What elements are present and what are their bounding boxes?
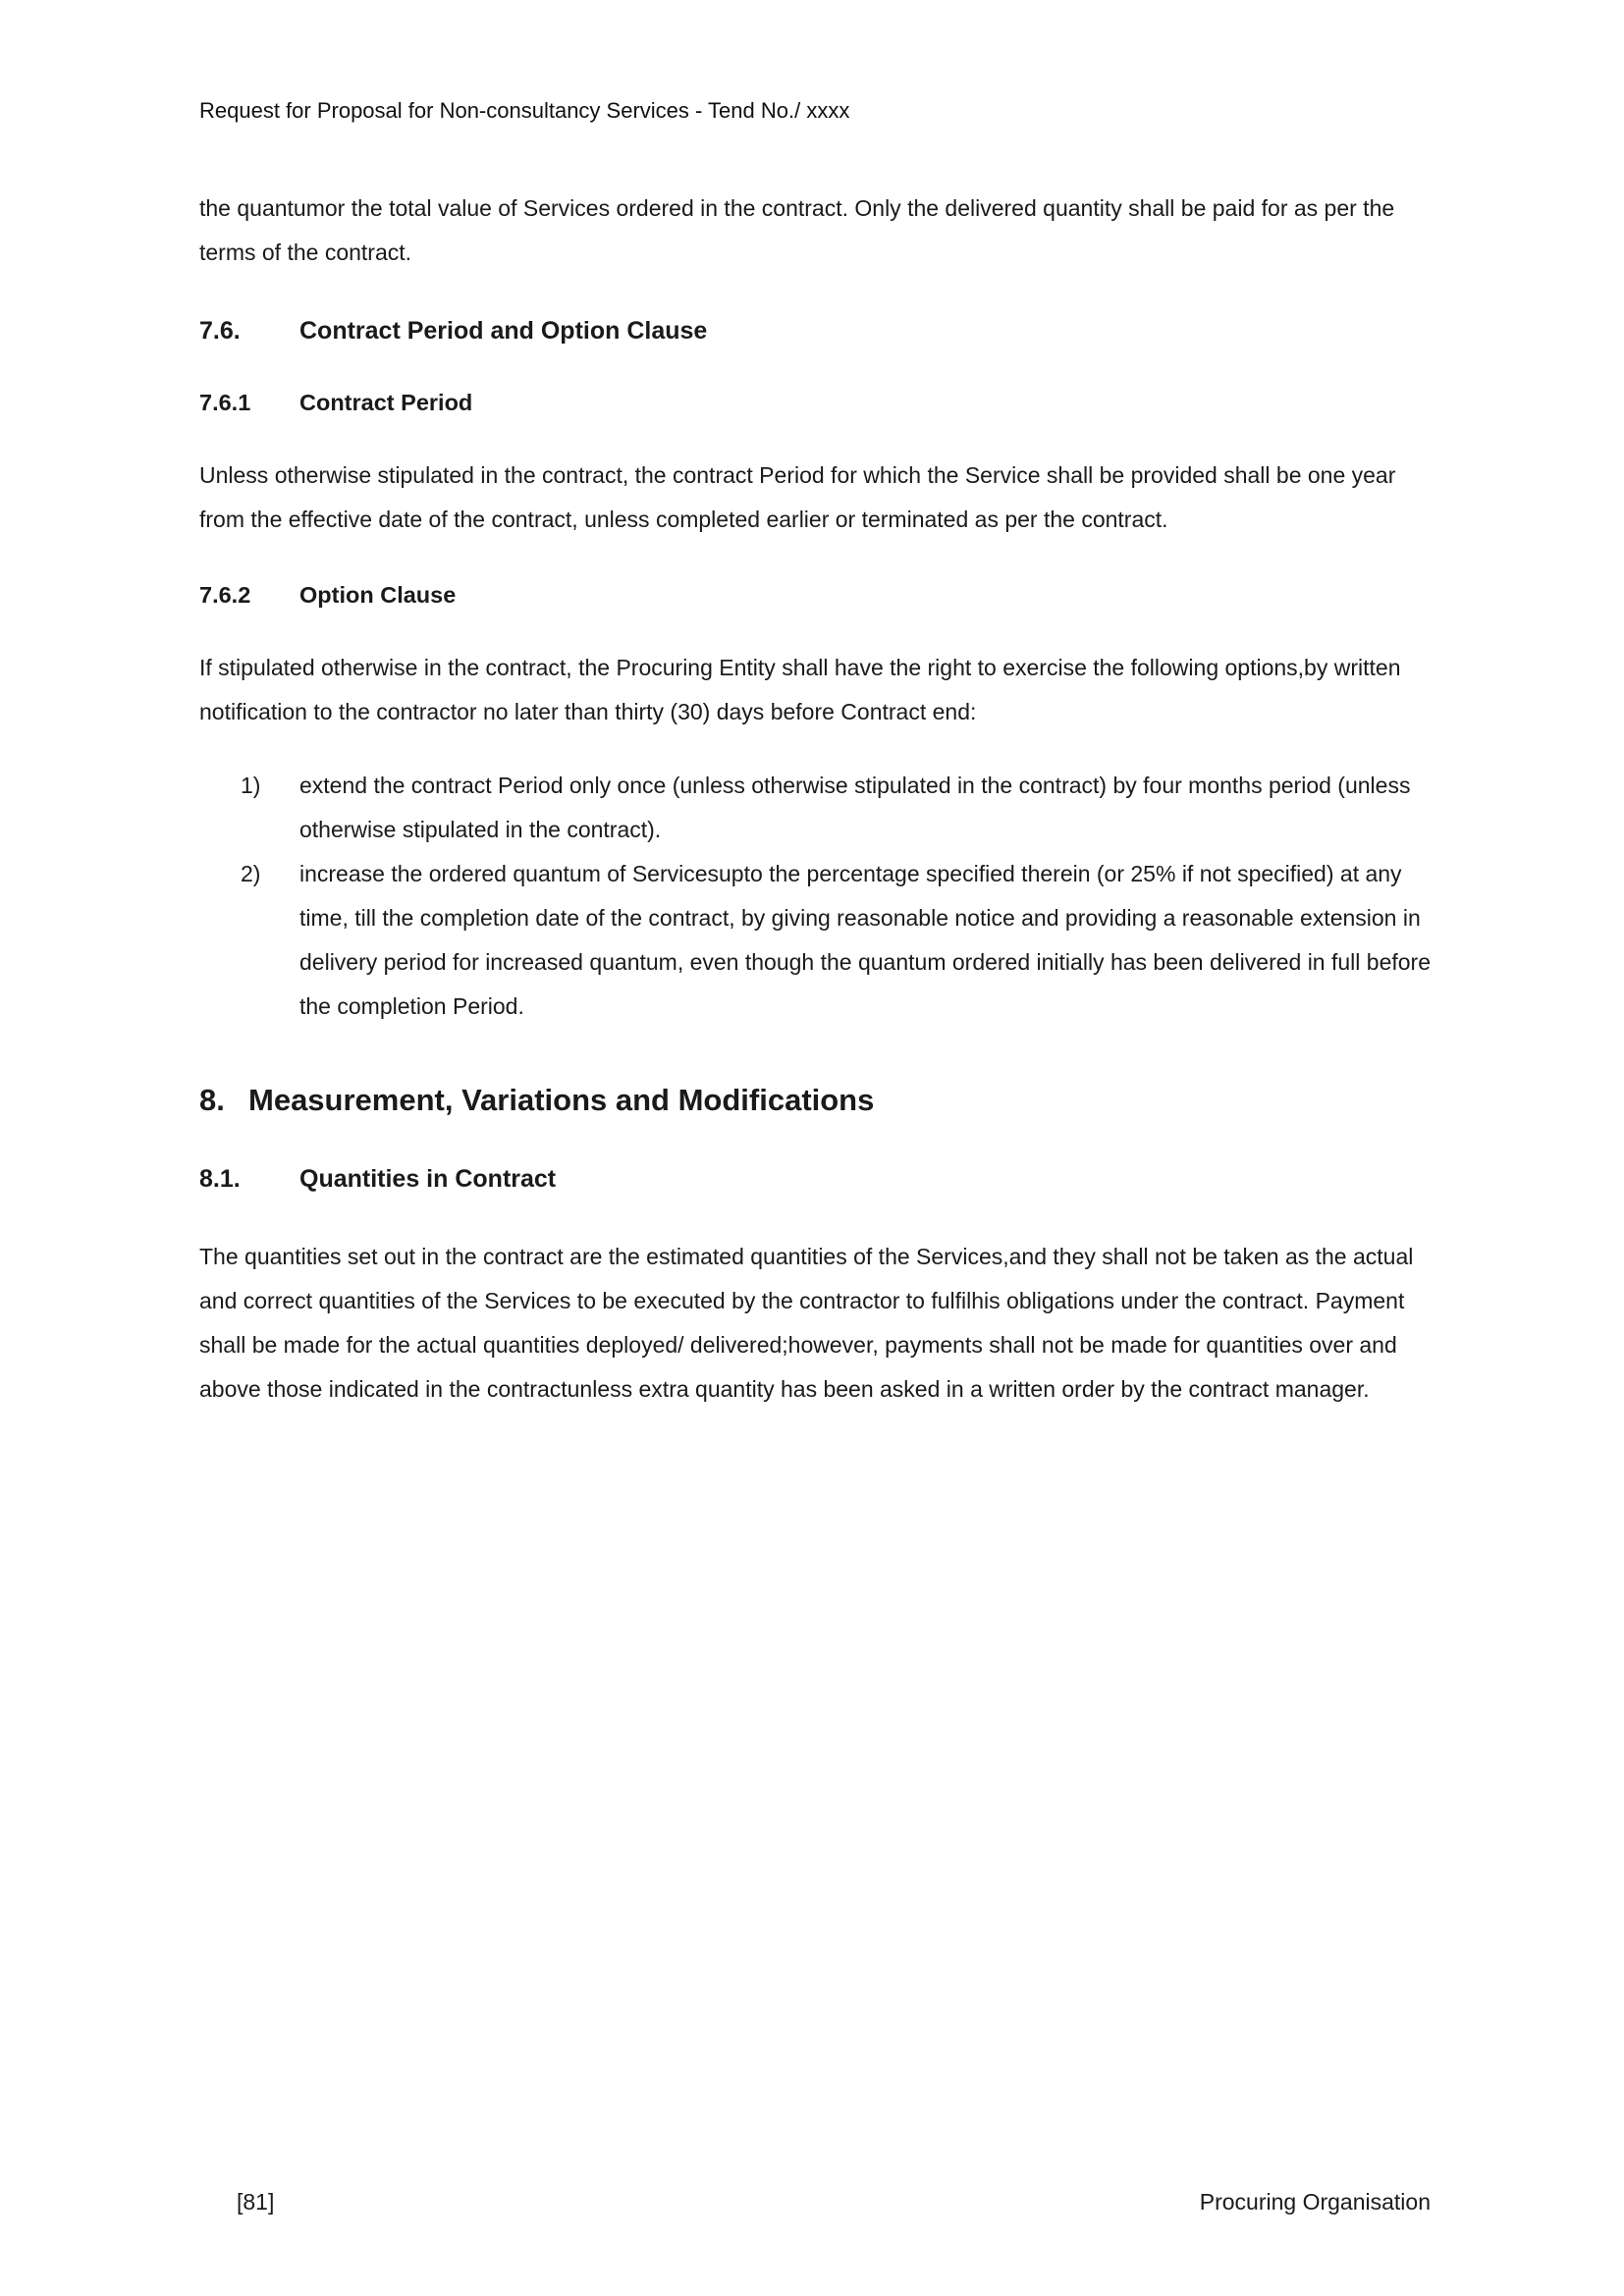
page-footer	[199, 2187, 1431, 2216]
page-header	[199, 96, 1431, 126]
list-item-number: 2)	[241, 861, 261, 886]
option-clause-list	[241, 764, 1431, 1029]
section-number-7-6: 7.6.	[199, 317, 241, 345]
header-title: Request for Proposal for Non-consultancy Services - Tend No./ xxxx	[199, 98, 850, 123]
section-heading-8	[199, 1080, 1431, 1121]
list-item	[241, 852, 1431, 1029]
section-title-8-1: Quantities in Contract	[299, 1165, 557, 1193]
list-item-text: extend the contract Period only once (unless otherwise stipulated in the contract) by four months period (unless otherwise stipulated in the contract).	[299, 773, 1411, 842]
section-title-7-6: Contract Period and Option Clause	[299, 317, 708, 345]
footer-organisation: Procuring Organisation	[1199, 2189, 1431, 2215]
section-number-8: 8.	[199, 1083, 225, 1117]
section-title-8: Measurement, Variations and Modifications	[248, 1083, 875, 1117]
section-heading-8-1	[199, 1162, 1431, 1196]
section-heading-7-6-2	[199, 579, 1431, 611]
section-number-7-6-1: 7.6.1	[199, 390, 251, 415]
list-item-text: increase the ordered quantum of Servicesupto the percentage specified therein (or 25% if not specified) at any time, till the completion date of the contract, by giving reasonable notice and providing a reasonable extension in delivery period for increased quantum, even though the quantum ordered initially has been delivered in full before the completion Period.	[299, 861, 1431, 1019]
section-heading-7-6-1	[199, 387, 1431, 418]
section-heading-7-6	[199, 314, 1431, 347]
paragraph-8-1: The quantities set out in the contract are the estimated quantities of the Services,and they shall not be taken as the actual and correct quantities of the Services to be executed by the contractor to fulfilhis obligations under the contract. Payment shall be made for the actual quantities deployed/ delivered;however, payments shall not be made for quantities over and above those indicated in the contractunless extra quantity has been asked in a written order by the contract manager.	[199, 1244, 1414, 1402]
list-item-number: 1)	[241, 773, 261, 798]
paragraph-intro: the quantumor the total value of Services ordered in the contract. Only the delivered quantity shall be paid for as per the terms of the contract.	[199, 195, 1395, 265]
page-number: [81]	[237, 2189, 275, 2215]
paragraph-7-6-1: Unless otherwise stipulated in the contract, the contract Period for which the Service shall be provided shall be one year from the effective date of the contract, unless completed earlier or terminated as per the contract.	[199, 462, 1396, 532]
section-title-7-6-2: Option Clause	[299, 582, 457, 608]
section-number-8-1: 8.1.	[199, 1165, 241, 1193]
paragraph-7-6-2: If stipulated otherwise in the contract, the Procuring Entity shall have the right to exercise the following options,by written notification to the contractor no later than thirty (30) days before Contract end:	[199, 655, 1401, 724]
list-item	[241, 764, 1431, 852]
section-title-7-6-1: Contract Period	[299, 390, 473, 415]
section-number-7-6-2: 7.6.2	[199, 582, 251, 608]
